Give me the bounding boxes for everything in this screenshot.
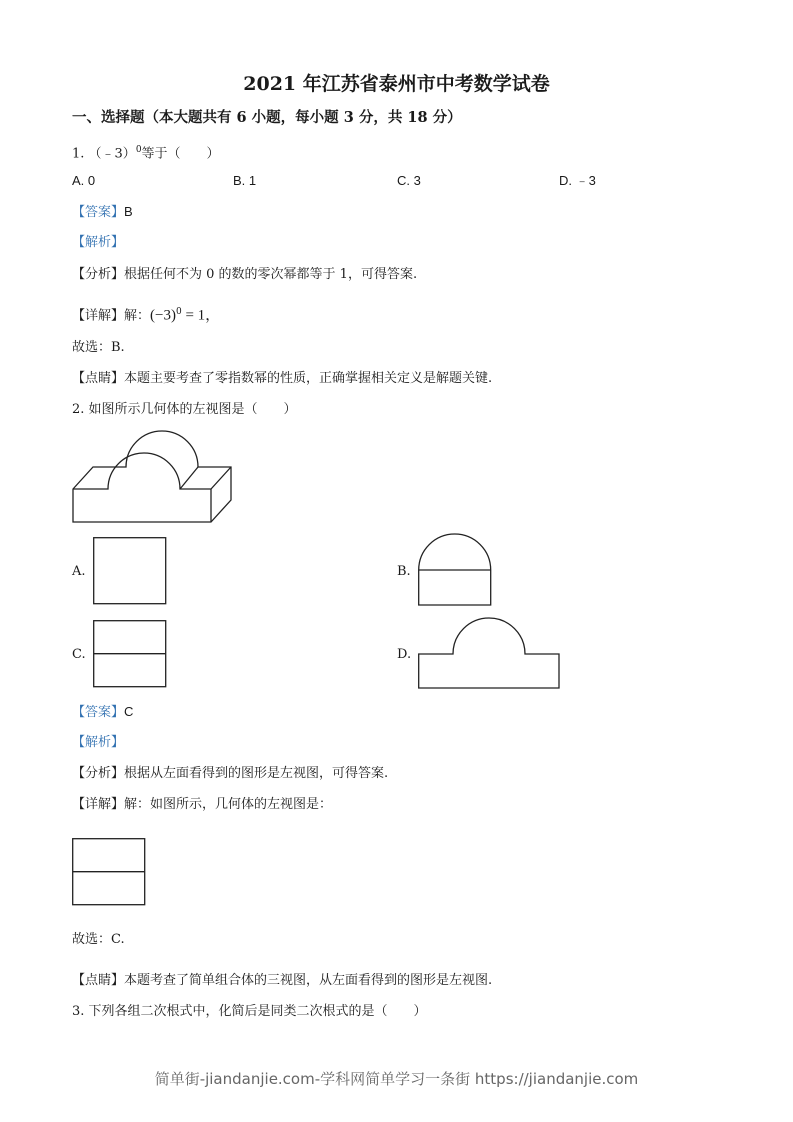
q1-choice: 故选：B.	[72, 340, 125, 355]
q1-analysis-tag: 【解析】	[72, 235, 125, 250]
q2-fenxi-tag: 【分析】	[72, 766, 125, 781]
q1-stem-prefix: 1. （﹣3）	[72, 146, 136, 162]
q1-option-b: B. 1	[233, 173, 257, 188]
q1-option-c: C. 3	[397, 173, 421, 188]
q1-answer-tag: 【答案】	[72, 205, 125, 220]
q1-dianjing	[72, 371, 492, 387]
q2-option-a-figure	[93, 537, 167, 605]
q1-option-d: D. ﹣3	[559, 173, 596, 188]
q1-dianjing-text: 本题主要考查了零指数幂的性质，正确掌握相关定义是解题关键.	[124, 371, 493, 386]
q1-stem-suffix: 等于（ ）	[141, 146, 220, 162]
q2-option-b-figure	[418, 535, 492, 606]
q2-option-c-figure	[93, 620, 167, 688]
q2-answer	[72, 704, 133, 721]
q2-dianjing-text: 本题考查了简单组合体的三视图，从左面看得到的图形是左视图.	[124, 973, 493, 988]
q1-formula-rest: = 1，	[181, 307, 221, 324]
q1-xiangjie	[72, 301, 220, 327]
q1-formula-exponent: 0	[175, 307, 182, 317]
q1-xiangjie-tag: 【详解】	[72, 308, 125, 324]
q2-solid-figure	[70, 428, 235, 525]
document-title: 2021 年江苏省泰州市中考数学试卷	[243, 73, 550, 95]
q2-option-d-figure	[418, 617, 561, 689]
q2-answer-tag: 【答案】	[72, 705, 125, 720]
q2-option-b-label: B.	[397, 564, 411, 579]
q2-xiangjie	[72, 797, 332, 813]
q2-solution-figure	[72, 838, 146, 906]
q1-answer-value: B	[124, 204, 133, 219]
q3-stem: 3. 下列各组二次根式中，化简后是同类二次根式的是（ ）	[72, 1004, 427, 1019]
q1-dianjing-tag: 【点睛】	[72, 371, 125, 386]
q1-formula-base: (−3)	[150, 307, 176, 324]
q2-dianjing	[72, 973, 492, 989]
q2-fenxi-text: 根据从左面看得到的图形是左视图，可得答案.	[124, 766, 389, 781]
q2-xiangjie-tag: 【详解】	[72, 797, 125, 812]
q2-option-d-label: D.	[397, 647, 412, 662]
q1-xiangjie-text: 解：	[124, 308, 151, 324]
q2-dianjing-tag: 【点睛】	[72, 973, 125, 988]
section-heading: 一、选择题（本大题共有 6 小题，每小题 3 分，共 18 分）	[72, 109, 462, 126]
q1-fenxi-text: 根据任何不为 0 的数的零次幂都等于 1，可得答案.	[124, 267, 418, 282]
q2-fenxi	[72, 766, 388, 782]
q2-xiangjie-text: 解：如图所示，几何体的左视图是：	[124, 797, 333, 812]
q1-stem-exponent: 0	[135, 145, 142, 155]
footer-watermark: 简单街-jiandanjie.com-学科网简单学习一条街 https://jiandanjie.com	[154, 1070, 639, 1088]
q1-fenxi	[72, 267, 417, 283]
q2-analysis-tag: 【解析】	[72, 735, 125, 750]
q2-answer-value: C	[124, 704, 134, 719]
q2-option-a-label: A.	[72, 564, 86, 579]
q1-fenxi-tag: 【分析】	[72, 267, 125, 282]
q2-choice: 故选：C.	[72, 932, 125, 947]
q2-option-c-label: C.	[72, 647, 86, 662]
q2-stem: 2. 如图所示几何体的左视图是（ ）	[72, 402, 297, 417]
q1-answer	[72, 204, 133, 221]
q1-stem	[72, 142, 220, 162]
q1-option-a: A. 0	[72, 173, 96, 188]
